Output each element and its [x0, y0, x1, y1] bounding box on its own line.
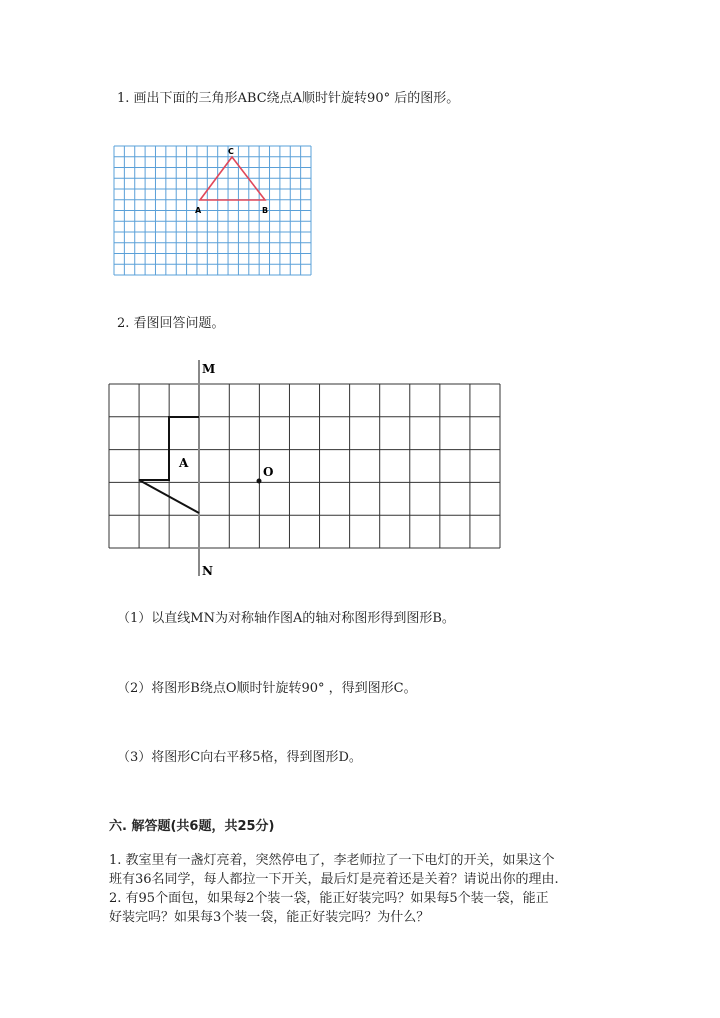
point-o: [257, 479, 262, 484]
label-a: A: [179, 456, 189, 470]
question-1-text: 1. 画出下面的三角形ABC绕点A顺时针旋转90° 后的图形。: [117, 91, 460, 106]
label-c: C: [228, 147, 234, 156]
answer-question-line: 好装完吗？如果每3个装一袋，能正好装完吗？为什么？: [109, 910, 430, 925]
section-title: 六. 解答题(共6题，共25分): [109, 819, 275, 834]
answer-question-line: 班有36名同学，每人都拉一下开关，最后灯是亮着还是关着？请说出你的理由.: [109, 872, 559, 887]
label-a: A: [195, 206, 202, 215]
label-b: B: [262, 206, 269, 215]
question-2-text: 2. 看图回答问题。: [117, 316, 225, 331]
square-grid: [109, 384, 500, 548]
answer-question-line: 2. 有95个面包，如果每2个装一袋，能正好装完吗？如果每5个装一袋，能正: [109, 891, 549, 906]
label-m: M: [202, 362, 216, 376]
label-o: O: [263, 465, 274, 479]
label-n: N: [202, 564, 213, 578]
blue-grid: [114, 146, 311, 275]
sub-question-3: （3）将图形C向右平移5格，得到图形D。: [117, 750, 362, 765]
sub-question-2: （2）将图形B绕点O顺时针旋转90° ，得到图形C。: [117, 681, 417, 696]
answer-question-line: 1. 教室里有一盏灯亮着，突然停电了，李老师拉了一下电灯的开关，如果这个: [109, 853, 555, 868]
sub-question-1: （1）以直线MN为对称轴作图A的轴对称图形得到图形B。: [117, 611, 455, 626]
